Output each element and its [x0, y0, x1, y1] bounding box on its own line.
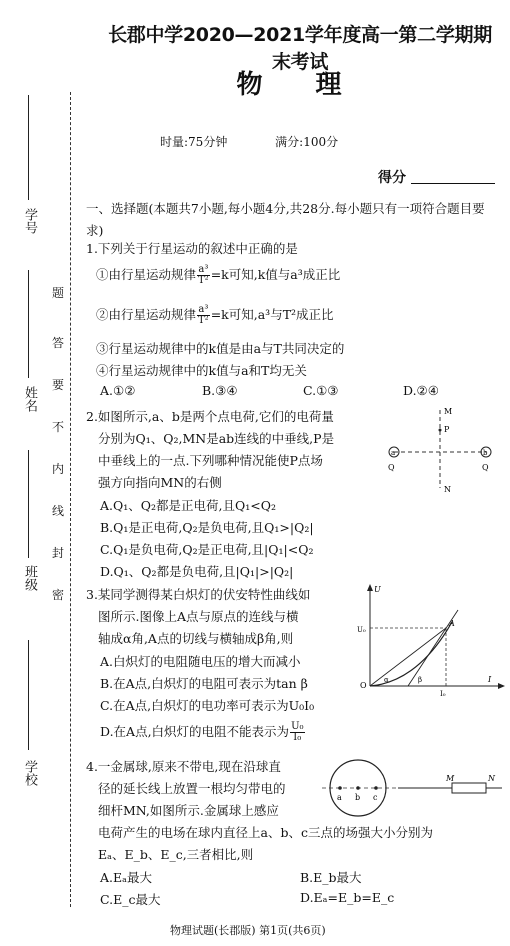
axis-u-label: U: [374, 585, 381, 594]
q4-option-b[interactable]: B.E_b最大: [300, 870, 362, 885]
q3-iv-graph: [356, 582, 506, 698]
time-limit: 时量:75分钟: [160, 135, 228, 149]
rod-m: M: [446, 774, 455, 783]
school-field[interactable]: [28, 640, 29, 750]
name-label: 姓名: [22, 386, 37, 412]
seal-char: 封: [51, 546, 64, 560]
binding-margin: [0, 0, 80, 946]
origin-label: O: [360, 681, 367, 690]
point-a: a: [337, 793, 342, 802]
seal-char: 内: [51, 462, 64, 476]
q2-option-c[interactable]: C.Q₁是负电荷,Q₂是正电荷,且|Q₁|<Q₂: [100, 542, 314, 557]
q2-option-b[interactable]: B.Q₁是正电荷,Q₂是负电荷,且Q₁>|Q₂|: [100, 520, 314, 535]
label-n: N: [444, 485, 451, 494]
school-label: 学校: [22, 760, 37, 786]
q2-line: 2.如图所示,a、b是两个点电荷,它们的电荷量: [86, 409, 334, 424]
point-b: b: [355, 793, 361, 802]
seal-char: 不: [51, 420, 64, 434]
q2-line: 分别为Q₁、Q₂,MN是ab连线的中垂线,P是: [98, 431, 335, 446]
section-heading: 一、选择题(本题共7小题,每小题4分,共28分.每小题只有一项符合题目要求): [86, 201, 485, 238]
q2-line: 中垂线上的一点.下列哪种情况能使P点场: [98, 453, 323, 468]
q3-line: 3.某同学测得某白炽灯的伏安特性曲线如: [86, 587, 311, 602]
score-field[interactable]: [411, 183, 495, 184]
q3-option-d[interactable]: D.在A点,白炽灯的电阻不能表示为 $\frac{\text{U₀}}{\text{I₀}}$: [100, 721, 304, 743]
point-c: c: [373, 793, 378, 802]
name-field[interactable]: [28, 270, 29, 378]
q4-option-c[interactable]: C.E_c最大: [100, 892, 161, 907]
q1-option-b[interactable]: B.③④: [202, 383, 238, 398]
student-id-field[interactable]: [28, 95, 29, 200]
class-label: 班级: [22, 565, 37, 591]
alpha-label: α: [384, 676, 389, 684]
q4-option-a[interactable]: A.Eₐ最大: [100, 870, 152, 885]
q3-line: 轴成α角,A点的切线与横轴成β角,则: [98, 631, 294, 646]
beta-label: β: [418, 676, 423, 684]
q1-statement-3: ③行星运动规律中的k值是由a与T共同决定的: [96, 341, 345, 356]
seal-char: 线: [51, 504, 64, 518]
student-id-label: 学号: [22, 208, 37, 234]
q2-option-a[interactable]: A.Q₁、Q₂都是正电荷,且Q₁<Q₂: [100, 498, 276, 513]
point-a-label: A: [449, 619, 455, 628]
resistance-fraction: $\frac{\text{U₀}}{\text{I₀}}$: [291, 721, 304, 743]
page-footer: 物理试题(长郡版) 第1页(共6页): [170, 924, 326, 937]
exam-meta: [160, 133, 382, 150]
q1-option-a[interactable]: A.①②: [100, 383, 136, 398]
q2-line: 强方向指向MN的右侧: [98, 475, 222, 490]
q2-option-d[interactable]: D.Q₁、Q₂都是负电荷,且|Q₁|>|Q₂|: [100, 564, 294, 579]
kepler-fraction: $\frac{\text{a³}}{\text{T²}}$: [198, 264, 209, 286]
label-b: b: [483, 449, 488, 457]
q4-option-d[interactable]: D.Eₐ=E_b=E_c: [300, 890, 395, 905]
label-a: a: [391, 449, 396, 457]
q3-option-a[interactable]: A.白炽灯的电阻随电压的增大而减小: [100, 654, 301, 669]
exam-title: 长郡中学2020—2021学年度高一第二学期期末考试: [108, 24, 492, 73]
q4-line: 4.一金属球,原来不带电,现在沿球直: [86, 759, 281, 774]
q4-diagram: [318, 756, 506, 822]
seal-char: 密: [51, 588, 64, 602]
axis-i-label: I: [488, 675, 492, 684]
u0-label: U₀: [357, 626, 366, 634]
class-field[interactable]: [28, 450, 29, 558]
q3-option-b[interactable]: B.在A点,白炽灯的电阻可表示为tan β: [100, 676, 308, 691]
q3-option-c[interactable]: C.在A点,白炽灯的电功率可表示为U₀I₀: [100, 698, 315, 713]
q4-line: 径的延长线上放置一根均匀带电的: [98, 781, 286, 796]
q1-option-c[interactable]: C.①③: [303, 383, 339, 398]
seal-char: 答: [51, 336, 64, 350]
q2-diagram: [378, 400, 506, 496]
kepler-fraction: $\frac{\text{a³}}{\text{T²}}$: [198, 304, 209, 326]
label-p: P: [444, 425, 450, 434]
rod-n: N: [488, 774, 495, 783]
q4-line: 电荷产生的电场在球内直径上a、b、c三点的场强大小分别为: [98, 825, 433, 840]
q3-line: 图所示.图像上A点与原点的连线与横: [98, 609, 299, 624]
label-q1: Q: [388, 463, 395, 472]
subject-title: 物 理: [236, 70, 364, 100]
i0-label: I₀: [440, 690, 446, 698]
seal-char: 题: [51, 286, 64, 300]
q4-line: 细杆MN,如图所示.金属球上感应: [98, 803, 279, 818]
score-label: 得分: [378, 170, 406, 186]
q4-line: Eₐ、E_b、E_c,三者相比,则: [98, 847, 254, 862]
q1-statement-4: ④行星运动规律中的k值与a和T均无关: [96, 363, 307, 378]
seal-char: 要: [51, 378, 64, 392]
seal-line: [70, 92, 71, 907]
q1-statement-1: ①由行星运动规律 $\frac{\text{a³}}{\text{T²}}$ =k可知,k值与a³成正比: [96, 264, 341, 286]
full-score: 满分:100分: [275, 135, 339, 149]
label-m: M: [444, 407, 453, 416]
q1-stem: 1.下列关于行星运动的叙述中正确的是: [86, 241, 298, 256]
q1-statement-2: ②由行星运动规律 $\frac{\text{a³}}{\text{T²}}$ =k可知,a³与T²成正比: [96, 304, 334, 326]
q1-option-d[interactable]: D.②④: [403, 383, 439, 398]
label-q2: Q: [482, 463, 489, 472]
